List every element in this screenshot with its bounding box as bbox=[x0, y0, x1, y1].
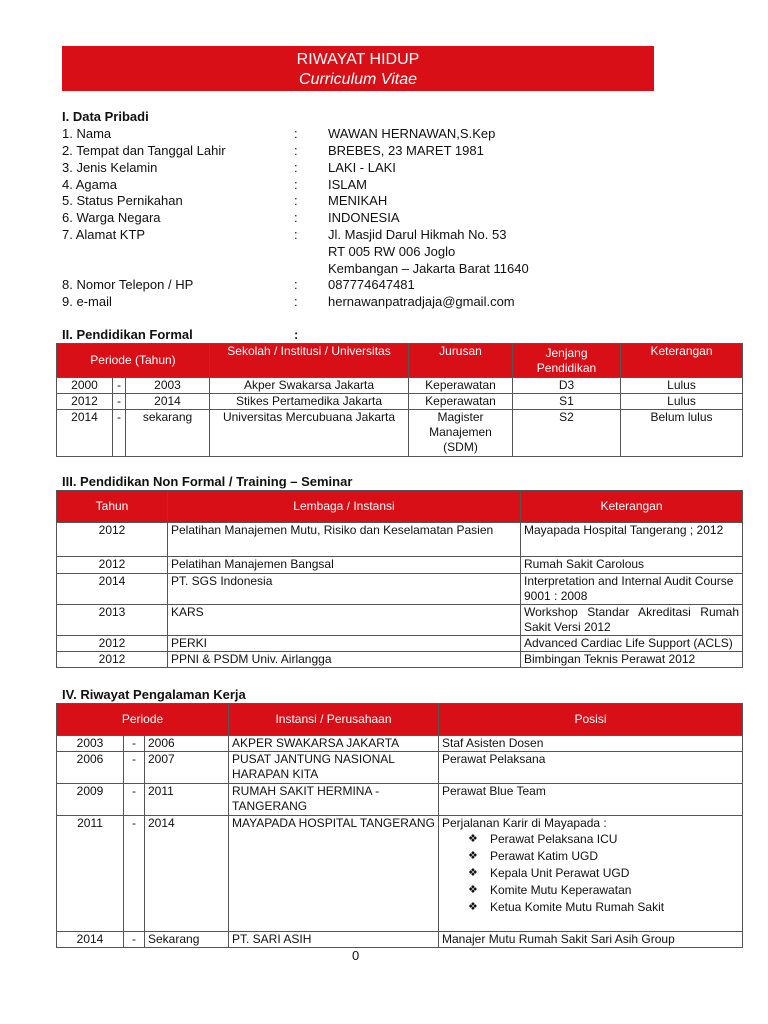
personal-label: 3. Jenis Kelamin bbox=[62, 160, 158, 175]
table-row bbox=[57, 410, 743, 457]
cell: - bbox=[124, 932, 145, 948]
colon: : bbox=[294, 327, 299, 342]
nonformal-training-table bbox=[56, 490, 743, 668]
personal-row bbox=[62, 159, 742, 176]
table-header-row bbox=[57, 344, 743, 378]
table-header-row bbox=[57, 704, 743, 736]
personal-value: MENIKAH bbox=[328, 193, 388, 208]
personal-label: 4. Agama bbox=[62, 177, 117, 192]
personal-label: 7. Alamat KTP bbox=[62, 227, 146, 242]
header-cell: Instansi / Perusahaan bbox=[229, 704, 439, 736]
cell: Workshop Standar Akreditasi Rumah Sakit Versi 2012 bbox=[521, 605, 743, 636]
personal-row bbox=[62, 176, 742, 193]
cell: 2014 bbox=[57, 410, 113, 457]
cell: PUSAT JANTUNG NASIONAL HARAPAN KITA bbox=[229, 752, 439, 784]
section-heading-personal: I. Data Pribadi bbox=[62, 109, 149, 124]
personal-label: 8. Nomor Telepon / HP bbox=[62, 277, 194, 292]
formal-education-table bbox=[56, 343, 743, 457]
cell: Pelatihan Manajemen Bangsal bbox=[168, 557, 521, 574]
personal-value: 087774647481 bbox=[328, 277, 415, 292]
cell: Rumah Sakit Carolous bbox=[521, 557, 743, 574]
personal-label: 2. Tempat dan Tanggal Lahir bbox=[62, 143, 226, 158]
colon: : bbox=[294, 277, 298, 292]
cell: Magister Manajemen (SDM) bbox=[409, 410, 513, 457]
cell: 2003 bbox=[57, 736, 124, 752]
career-intro: Perjalanan Karir di Mayapada : bbox=[442, 816, 607, 830]
header-cell: Tahun bbox=[57, 491, 168, 523]
cell: 2012 bbox=[57, 523, 168, 557]
personal-row bbox=[62, 276, 742, 293]
cell: MAYAPADA HOSPITAL TANGERANG bbox=[229, 816, 439, 932]
list-item bbox=[468, 848, 739, 865]
table-row bbox=[57, 736, 743, 752]
cell: Perawat Blue Team bbox=[439, 784, 743, 816]
colon: : bbox=[294, 193, 298, 208]
table-row bbox=[57, 523, 743, 557]
colon: : bbox=[294, 160, 298, 175]
cell: Interpretation and Internal Audit Course 9001 : 2008 bbox=[521, 574, 743, 605]
cell: 2000 bbox=[57, 378, 113, 394]
cell: 2006 bbox=[57, 752, 124, 784]
table-row bbox=[57, 378, 743, 394]
cell: Advanced Cardiac Life Support (ACLS) bbox=[521, 636, 743, 652]
cell: KARS bbox=[168, 605, 521, 636]
cell: Keperawatan bbox=[409, 378, 513, 394]
cell: Perawat Pelaksana bbox=[439, 752, 743, 784]
cell: 2012 bbox=[57, 557, 168, 574]
personal-value: WAWAN HERNAWAN,S.Kep bbox=[328, 126, 496, 141]
table-row bbox=[57, 574, 743, 605]
cell: Universitas Mercubuana Jakarta bbox=[210, 410, 409, 457]
cell: 2014 bbox=[57, 932, 124, 948]
cell: Pelatihan Manajemen Mutu, Risiko dan Keselamatan Pasien bbox=[168, 523, 521, 557]
cell: RUMAH SAKIT HERMINA - TANGERANG bbox=[229, 784, 439, 816]
colon: : bbox=[294, 143, 298, 158]
cell: 2003 bbox=[126, 378, 210, 394]
title-banner bbox=[62, 46, 654, 91]
header-cell: Keterangan bbox=[521, 491, 743, 523]
cell: 2012 bbox=[57, 394, 113, 410]
document-subtitle: Curriculum Vitae bbox=[299, 71, 417, 88]
personal-row bbox=[62, 226, 742, 243]
colon: : bbox=[294, 126, 298, 141]
cell: AKPER SWAKARSA JAKARTA bbox=[229, 736, 439, 752]
diamond-bullet-icon: ❖ bbox=[468, 901, 478, 913]
cell: Sekarang bbox=[145, 932, 229, 948]
document-title: RIWAYAT HIDUP bbox=[296, 51, 420, 68]
personal-row bbox=[62, 142, 742, 159]
personal-row bbox=[62, 243, 742, 260]
diamond-bullet-icon: ❖ bbox=[468, 850, 478, 862]
section-heading-nonformal: III. Pendidikan Non Formal / Training – Seminar bbox=[62, 474, 353, 489]
cell: Keperawatan bbox=[409, 394, 513, 410]
table-row bbox=[57, 752, 743, 784]
diamond-bullet-icon: ❖ bbox=[468, 884, 478, 896]
table-row bbox=[57, 605, 743, 636]
work-experience-table bbox=[56, 703, 743, 948]
header-cell: Keterangan bbox=[621, 344, 743, 378]
header-cell: Posisi bbox=[439, 704, 743, 736]
cell: S1 bbox=[513, 394, 621, 410]
cell: 2006 bbox=[145, 736, 229, 752]
cell: 2007 bbox=[145, 752, 229, 784]
colon: : bbox=[294, 294, 298, 309]
table-header-row bbox=[57, 491, 743, 523]
cell: D3 bbox=[513, 378, 621, 394]
personal-row bbox=[62, 125, 742, 142]
personal-value: RT 005 RW 006 Joglo bbox=[328, 244, 456, 259]
personal-row bbox=[62, 209, 742, 226]
cell: Belum lulus bbox=[621, 410, 743, 457]
diamond-bullet-icon: ❖ bbox=[468, 867, 478, 879]
career-item: Kepala Unit Perawat UGD bbox=[490, 866, 630, 880]
cell: 2012 bbox=[57, 652, 168, 668]
career-item: Komite Mutu Keperawatan bbox=[490, 883, 632, 897]
cell: sekarang bbox=[126, 410, 210, 457]
personal-value: Kembangan – Jakarta Barat 11640 bbox=[328, 261, 529, 276]
header-cell: Lembaga / Instansi bbox=[168, 491, 521, 523]
header-cell: Jenjang Pendidikan bbox=[513, 344, 621, 378]
diamond-bullet-icon: ❖ bbox=[468, 833, 478, 845]
career-item: Ketua Komite Mutu Rumah Sakit bbox=[490, 900, 665, 914]
colon: : bbox=[294, 177, 298, 192]
personal-value: LAKI - LAKI bbox=[328, 160, 396, 175]
cell: 2012 bbox=[57, 636, 168, 652]
header-cell: Jurusan bbox=[409, 344, 513, 378]
career-item: Perawat Pelaksana ICU bbox=[490, 832, 618, 846]
cell: 2014 bbox=[145, 816, 229, 932]
page-number: 0 bbox=[352, 948, 360, 963]
cell: - bbox=[124, 784, 145, 816]
cell: - bbox=[113, 378, 126, 394]
cell: - bbox=[113, 410, 126, 457]
cell: - bbox=[124, 752, 145, 784]
cell: 2013 bbox=[57, 605, 168, 636]
cell: PPNI & PSDM Univ. Airlangga bbox=[168, 652, 521, 668]
personal-value: INDONESIA bbox=[328, 210, 400, 225]
header-cell: Periode bbox=[57, 704, 229, 736]
cell: - bbox=[113, 394, 126, 410]
personal-value: ISLAM bbox=[328, 177, 368, 192]
list-item bbox=[468, 831, 739, 848]
formal-heading-text: II. Pendidikan Formal bbox=[62, 327, 193, 342]
personal-row bbox=[62, 260, 742, 277]
personal-value: BREBES, 23 MARET 1981 bbox=[328, 143, 484, 158]
table-row bbox=[57, 636, 743, 652]
colon: : bbox=[294, 227, 298, 242]
personal-label: 1. Nama bbox=[62, 126, 112, 141]
email-value: hernawanpatradjaja@gmail.com bbox=[328, 294, 515, 309]
cell: PERKI bbox=[168, 636, 521, 652]
table-row bbox=[57, 394, 743, 410]
cell: - bbox=[124, 736, 145, 752]
cell: PT. SGS Indonesia bbox=[168, 574, 521, 605]
cell: Lulus bbox=[621, 394, 743, 410]
section-heading-work: IV. Riwayat Pengalaman Kerja bbox=[62, 687, 246, 702]
table-row bbox=[57, 816, 743, 932]
header-cell: Sekolah / Institusi / Universitas bbox=[210, 344, 409, 378]
cell bbox=[439, 816, 743, 932]
cell: PT. SARI ASIH bbox=[229, 932, 439, 948]
personal-value: Jl. Masjid Darul Hikmah No. 53 bbox=[328, 227, 507, 242]
list-item bbox=[468, 882, 739, 899]
cell: Staf Asisten Dosen bbox=[439, 736, 743, 752]
personal-row bbox=[62, 293, 742, 310]
colon: : bbox=[294, 210, 298, 225]
cell: - bbox=[124, 816, 145, 932]
cell: S2 bbox=[513, 410, 621, 457]
cell: Mayapada Hospital Tangerang ; 2012 bbox=[521, 523, 743, 557]
cell: 2014 bbox=[57, 574, 168, 605]
career-item: Perawat Katim UGD bbox=[490, 849, 599, 863]
cell: 2011 bbox=[57, 816, 124, 932]
cell: 2014 bbox=[126, 394, 210, 410]
personal-label: 5. Status Pernikahan bbox=[62, 193, 183, 208]
cell: Bimbingan Teknis Perawat 2012 bbox=[521, 652, 743, 668]
career-list bbox=[442, 831, 739, 916]
table-row bbox=[57, 557, 743, 574]
personal-label: 6. Warga Negara bbox=[62, 210, 161, 225]
list-item bbox=[468, 865, 739, 882]
cell: Stikes Pertamedika Jakarta bbox=[210, 394, 409, 410]
cell: 2009 bbox=[57, 784, 124, 816]
section-heading-formal bbox=[62, 327, 299, 342]
cell: Manajer Mutu Rumah Sakit Sari Asih Group bbox=[439, 932, 743, 948]
personal-row bbox=[62, 192, 742, 209]
header-cell: Periode (Tahun) bbox=[57, 344, 210, 378]
personal-label: 9. e-mail bbox=[62, 294, 112, 309]
cell: Akper Swakarsa Jakarta bbox=[210, 378, 409, 394]
cell: 2011 bbox=[145, 784, 229, 816]
list-item bbox=[468, 899, 739, 916]
table-row bbox=[57, 652, 743, 668]
table-row bbox=[57, 932, 743, 948]
cell: Lulus bbox=[621, 378, 743, 394]
table-row bbox=[57, 784, 743, 816]
